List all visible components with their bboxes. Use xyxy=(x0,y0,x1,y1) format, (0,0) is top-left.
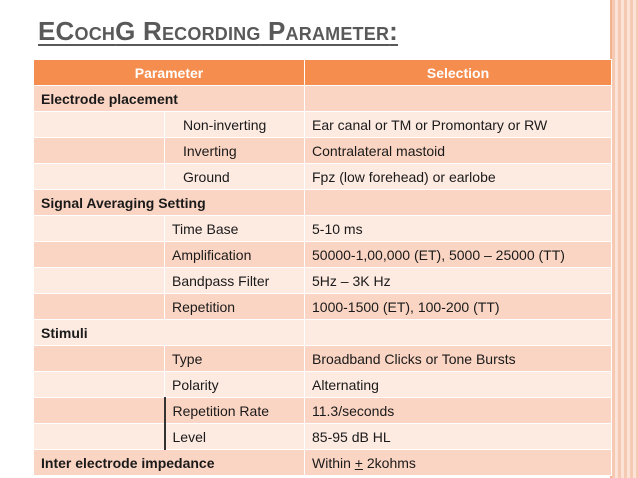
cell-value xyxy=(305,190,612,216)
cell-value: Fpz (low forehead) or earlobe xyxy=(305,164,612,190)
param-label: Amplification xyxy=(165,242,305,268)
cell-value: 1000-1500 (ET), 100-200 (TT) xyxy=(305,294,612,320)
param-label: Ground xyxy=(165,164,305,190)
param-label: Time Base xyxy=(165,216,305,242)
param-label: Inverting xyxy=(165,138,305,164)
cell-value xyxy=(305,86,612,112)
cell-value: Ear canal or TM or Promontary or RW xyxy=(305,112,612,138)
param-label: Level xyxy=(165,424,305,450)
decorative-stripes xyxy=(612,0,638,478)
table-row xyxy=(34,372,612,398)
table-row xyxy=(34,268,612,294)
param-label: Bandpass Filter xyxy=(165,268,305,294)
table-row xyxy=(34,112,612,138)
table-row xyxy=(34,294,612,320)
section-label: Signal Averaging Setting xyxy=(34,190,305,216)
table-row xyxy=(34,424,612,450)
param-label: Repetition Rate xyxy=(165,398,305,424)
section-label: Stimuli xyxy=(34,320,305,346)
table-row xyxy=(34,346,612,372)
table-row xyxy=(34,164,612,190)
cell-value: 5Hz – 3K Hz xyxy=(305,268,612,294)
header-selection: Selection xyxy=(305,60,612,86)
table-header-row xyxy=(34,60,612,86)
header-parameter: Parameter xyxy=(34,60,305,86)
table-row xyxy=(34,216,612,242)
cell-value: Alternating xyxy=(305,372,612,398)
table-row xyxy=(34,320,612,346)
parameter-table xyxy=(33,59,612,476)
table-row xyxy=(34,138,612,164)
cell-value: Contralateral mastoid xyxy=(305,138,612,164)
cell-value: 11.3/seconds xyxy=(305,398,612,424)
table-row xyxy=(34,242,612,268)
cell-value: Broadband Clicks or Tone Bursts xyxy=(305,346,612,372)
cell-value: 50000-1,00,000 (ET), 5000 – 25000 (TT) xyxy=(305,242,612,268)
table-row xyxy=(34,450,612,476)
param-label: Type xyxy=(165,346,305,372)
cell-value: 5-10 ms xyxy=(305,216,612,242)
param-label: Repetition xyxy=(165,294,305,320)
param-label: Non-inverting xyxy=(165,112,305,138)
page-title: ECochG Recording Parameter: xyxy=(38,16,399,46)
table-row xyxy=(34,86,612,112)
param-label: Polarity xyxy=(165,372,305,398)
cell-value xyxy=(305,320,612,346)
section-label: Electrode placement xyxy=(34,86,305,112)
cell-value: Within + 2kohms xyxy=(305,450,612,476)
table-row xyxy=(34,190,612,216)
cell-value: 85-95 dB HL xyxy=(305,424,612,450)
section-label: Inter electrode impedance xyxy=(34,450,305,476)
table-row xyxy=(34,398,612,424)
